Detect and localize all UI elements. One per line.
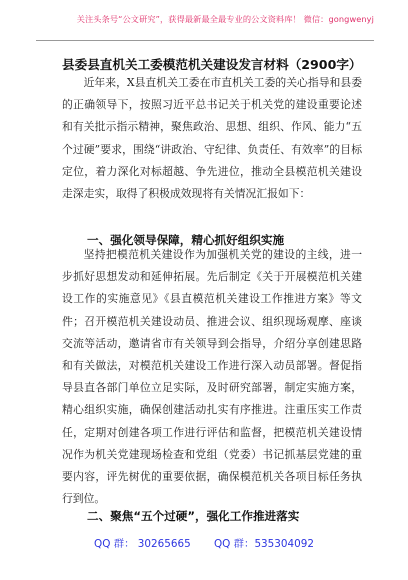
- footer-qq-group-2: QQ 群：535304092: [214, 538, 314, 550]
- header-divider: [36, 40, 374, 41]
- header-banner: 关注头条号“公文研究”，获得最新最全最专业的公文资料库！ 微信：gongwenyj: [76, 14, 374, 24]
- paragraph-intro: 近年来，X县直机关工委在市直机关工委的关心指导和县委的正确领导下，按照习近平总书记关于机关党的建设重要论述和有关批示指示精神，聚焦政治、思想、组织、作风、能力“五个过硬”要求，围绕“讲政治、守纪律、负责任、有效率”的目标定位，着力深化对标超越、争先进位，推动全县模范机关建设走深走实，取得了积极成效现将有关情况汇报如下：: [62, 76, 362, 201]
- paragraph-section-1: 坚持把模范机关建设作为加强机关党的建设的主线，进一步抓好思想发动和延伸拓展。先后制定《关于开展模范机关建设工作的实施意见》《县直模范机关建设工作推进方案》等文件；召开模范机关建设动员、推进会议、组织现场观摩、座谈交流等活动，邀请省市有关领导到会指导，介绍分享创建思路和有关做法，对模范机关建设工作进行深入动员部署。督促指导县直各部门单位立足实际，及时研究部署，制定实施方案，精心组织实施，确保创建活动扎实有序推进。注重压实工作责任，定期对创建各项工作进行评估和监督，把模范机关建设情况作为机关党建现场检查和党组（党委）书记抓基层党建的重要内容，评先树优的重要依据，确保模范机关各项目标任务执行到位。: [62, 248, 362, 506]
- footer-qq-group-1: QQ 群： 30265665: [94, 538, 191, 550]
- footer-contact: [0, 535, 408, 550]
- document-title: 县委县直机关工委模范机关建设发言材料（2900字）: [62, 57, 362, 72]
- section-heading-1: 一、强化领导保障，精心抓好组织实施: [87, 233, 285, 247]
- section-heading-2: 二、聚焦“五个过硬”，强化工作推进落实: [87, 509, 300, 523]
